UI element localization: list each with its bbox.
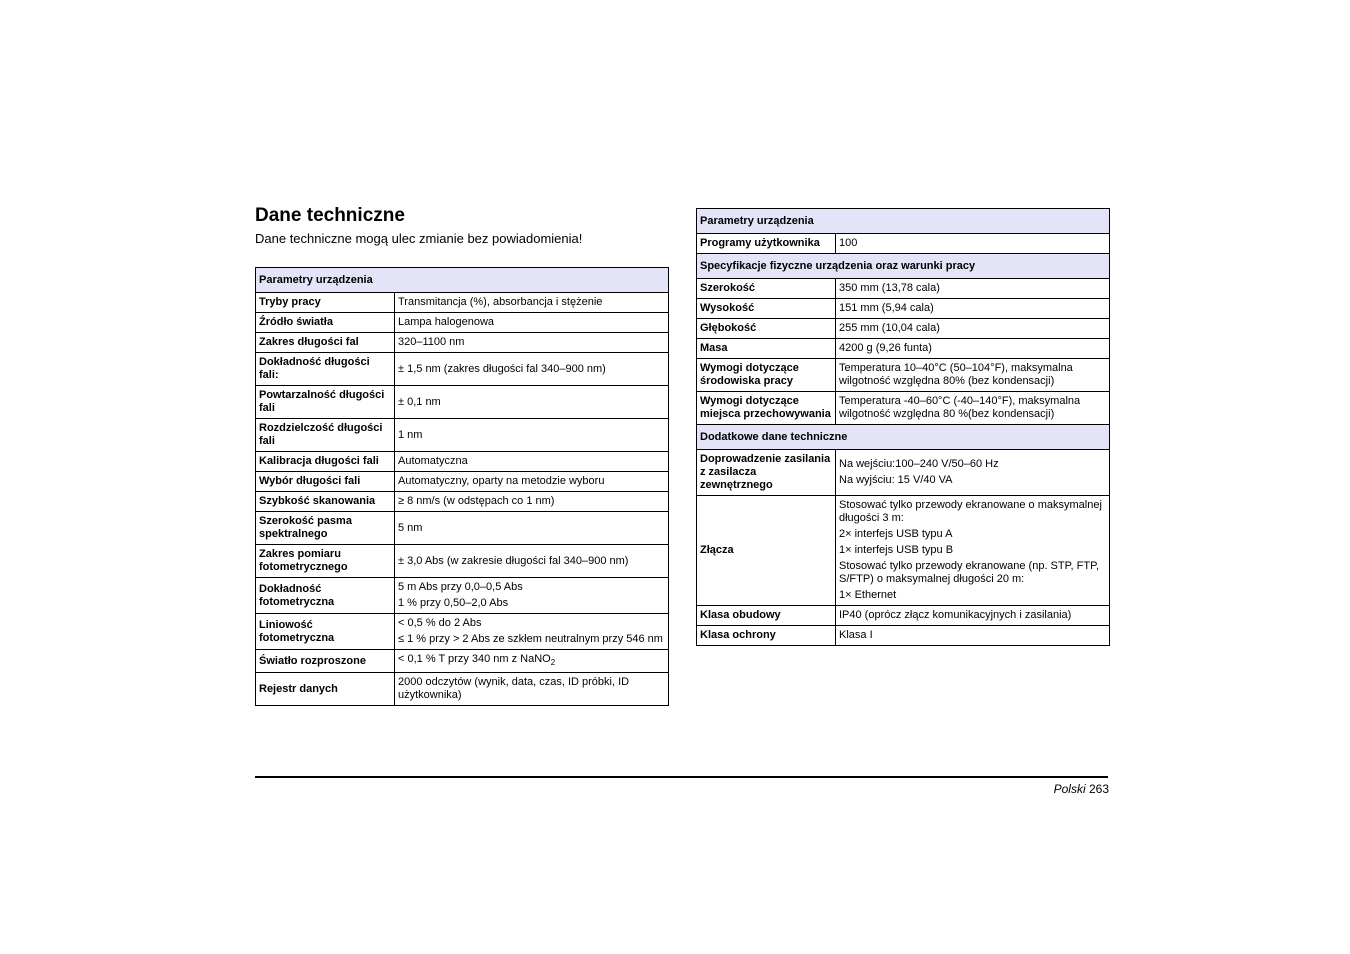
section-header-row [697, 209, 1110, 234]
row-value [395, 353, 669, 386]
value-line: Automatyczny, oparty na metodzie wyboru [398, 475, 605, 487]
value-line: Temperatura 10–40°C (50–104°F), maksymalna wilgotność względna 80% (bez kondensacji) [839, 362, 1073, 387]
table-row [256, 452, 669, 472]
value-line: < 0,5 % do 2 Abs [398, 617, 482, 629]
row-label: Szybkość skanowania [256, 492, 395, 512]
value-line: 350 mm (13,78 cala) [839, 282, 940, 294]
footer [1054, 782, 1109, 796]
value-line: 2× interfejs USB typu A [839, 528, 953, 540]
value-line: 1 % przy 0,50–2,0 Abs [398, 597, 509, 609]
row-value [395, 545, 669, 578]
row-label: Masa [697, 339, 836, 359]
value-line: Temperatura -40–60°C (-40–140°F), maksymalna wilgotność względna 80 %(bez kondensacji) [839, 395, 1081, 420]
table-row [256, 419, 669, 452]
row-label: Światło rozproszone [256, 650, 395, 673]
row-value [836, 626, 1110, 646]
table-row [697, 234, 1110, 254]
section-header-row [697, 254, 1110, 279]
row-value [395, 614, 669, 650]
section-header: Specyfikacje fizyczne urządzenia oraz warunki pracy [697, 254, 1110, 279]
page-number: 263 [1088, 782, 1109, 796]
value-text: < 0,1 % T przy 340 nm z NaNO [398, 653, 551, 665]
section-header: Parametry urządzenia [697, 209, 1110, 234]
row-value [395, 650, 669, 673]
value-line: 255 mm (10,04 cala) [839, 322, 940, 334]
value-line: 320–1100 nm [398, 336, 465, 348]
table-row [697, 279, 1110, 299]
value-line: Transmitancja (%), absorbancja i stężenie [398, 296, 603, 308]
row-label: Tryby pracy [256, 293, 395, 313]
row-label: Powtarzalność długości fali [256, 386, 395, 419]
value-line: Stosować tylko przewody ekranowane (np. STP, FTP, S/FTP) o maksymalnej długości 20 m: [839, 560, 1100, 585]
row-value [836, 319, 1110, 339]
table-row [256, 386, 669, 419]
section-header: Dodatkowe dane techniczne [697, 425, 1110, 450]
row-label: Szerokość pasma spektralnego [256, 512, 395, 545]
row-value [395, 492, 669, 512]
table-row [697, 319, 1110, 339]
row-value [395, 452, 669, 472]
table-row [256, 492, 669, 512]
table-row [256, 673, 669, 706]
value-line: 151 mm (5,94 cala) [839, 302, 934, 314]
row-value [395, 419, 669, 452]
table-row [697, 606, 1110, 626]
value-line: Lampa halogenowa [398, 316, 495, 328]
value-line: Automatyczna [398, 455, 468, 467]
table-row [256, 650, 669, 673]
row-label: Wymogi dotyczące miejsca przechowywania [697, 392, 836, 425]
value-line: Na wejściu:100–240 V/50–60 Hz [839, 458, 999, 470]
row-label: Dokładność długości fali: [256, 353, 395, 386]
row-label: Głębokość [697, 319, 836, 339]
value-line: 4200 g (9,26 funta) [839, 342, 932, 354]
row-label: Klasa ochrony [697, 626, 836, 646]
footer-rule [255, 776, 1108, 778]
value-line: ± 3,0 Abs (w zakresie długości fal 340–900 nm) [398, 554, 629, 567]
row-label: Wymogi dotyczące środowiska pracy [697, 359, 836, 392]
row-value [395, 386, 669, 419]
value-line: ± 1,5 nm (zakres długości fal 340–900 nm) [398, 362, 606, 375]
value-line: IP40 (oprócz złącz komunikacyjnych i zasilania) [839, 609, 1072, 621]
row-value [836, 339, 1110, 359]
table-row [697, 359, 1110, 392]
row-label: Rejestr danych [256, 673, 395, 706]
row-label: Złącza [697, 496, 836, 606]
table-row [256, 293, 669, 313]
row-value [836, 606, 1110, 626]
value-line: ± 0,1 nm [398, 395, 441, 408]
row-value [836, 299, 1110, 319]
value-line: 1× Ethernet [839, 589, 897, 601]
table-row [697, 496, 1110, 606]
table-row [256, 353, 669, 386]
row-value [395, 472, 669, 492]
row-label: Rozdzielczość długości fali [256, 419, 395, 452]
table-row [256, 472, 669, 492]
row-label: Szerokość [697, 279, 836, 299]
value-line: 1× interfejs USB typu B [839, 544, 954, 556]
row-label: Programy użytkownika [697, 234, 836, 254]
row-value [836, 359, 1110, 392]
table-row [697, 626, 1110, 646]
row-label: Zakres pomiaru fotometrycznego [256, 545, 395, 578]
table-row [697, 392, 1110, 425]
table-row [697, 450, 1110, 496]
row-value [395, 673, 669, 706]
row-value [836, 496, 1110, 606]
table-row [256, 333, 669, 353]
row-label: Dokładność fotometryczna [256, 578, 395, 614]
row-value [395, 512, 669, 545]
value-line: 1 nm [398, 428, 423, 441]
value-line: ≤ 1 % przy > 2 Abs ze szkłem neutralnym przy 546 nm [398, 633, 663, 645]
footer-language: Polski [1053, 782, 1086, 796]
row-value [836, 450, 1110, 496]
table-row [256, 313, 669, 333]
row-label: Wybór długości fali [256, 472, 395, 492]
row-value [836, 279, 1110, 299]
table-row [256, 512, 669, 545]
table-row [256, 614, 669, 650]
row-value [395, 293, 669, 313]
row-value [395, 578, 669, 614]
table-row [256, 578, 669, 614]
row-label: Liniowość fotometryczna [256, 614, 395, 650]
row-value [836, 392, 1110, 425]
value-line: Stosować tylko przewody ekranowane o maksymalnej długości 3 m: [839, 499, 1102, 524]
value-line: 2000 odczytów (wynik, data, czas, ID próbki, ID użytkownika) [398, 676, 630, 702]
table-row [697, 339, 1110, 359]
value-subscript: 2 [550, 658, 556, 668]
section-header: Parametry urządzenia [256, 268, 669, 293]
row-label: Kalibracja długości fali [256, 452, 395, 472]
table-row [697, 299, 1110, 319]
row-label: Wysokość [697, 299, 836, 319]
row-value [395, 333, 669, 353]
value-line: Klasa I [839, 629, 873, 641]
value-line: ≥ 8 nm/s (w odstępach co 1 nm) [398, 495, 555, 507]
section-header-row [256, 268, 669, 293]
row-label: Klasa obudowy [697, 606, 836, 626]
table-row [256, 545, 669, 578]
section-header-row [697, 425, 1110, 450]
left-spec-table [255, 267, 669, 706]
value-line: 5 m Abs przy 0,0–0,5 Abs [398, 581, 523, 593]
row-value [395, 313, 669, 333]
value-line: 100 [839, 237, 858, 249]
row-label: Źródło światła [256, 313, 395, 333]
right-spec-table [696, 208, 1110, 646]
value-line: 5 nm [398, 521, 423, 534]
row-value [836, 234, 1110, 254]
subtitle: Dane techniczne mogą ulec zmianie bez powiadomienia! [255, 231, 583, 246]
row-label: Zakres długości fal [256, 333, 395, 353]
page-title: Dane techniczne [255, 205, 405, 226]
row-label: Doprowadzenie zasilania z zasilacza zewnętrznego [697, 450, 836, 496]
value-line: Na wyjściu: 15 V/40 VA [839, 474, 953, 486]
